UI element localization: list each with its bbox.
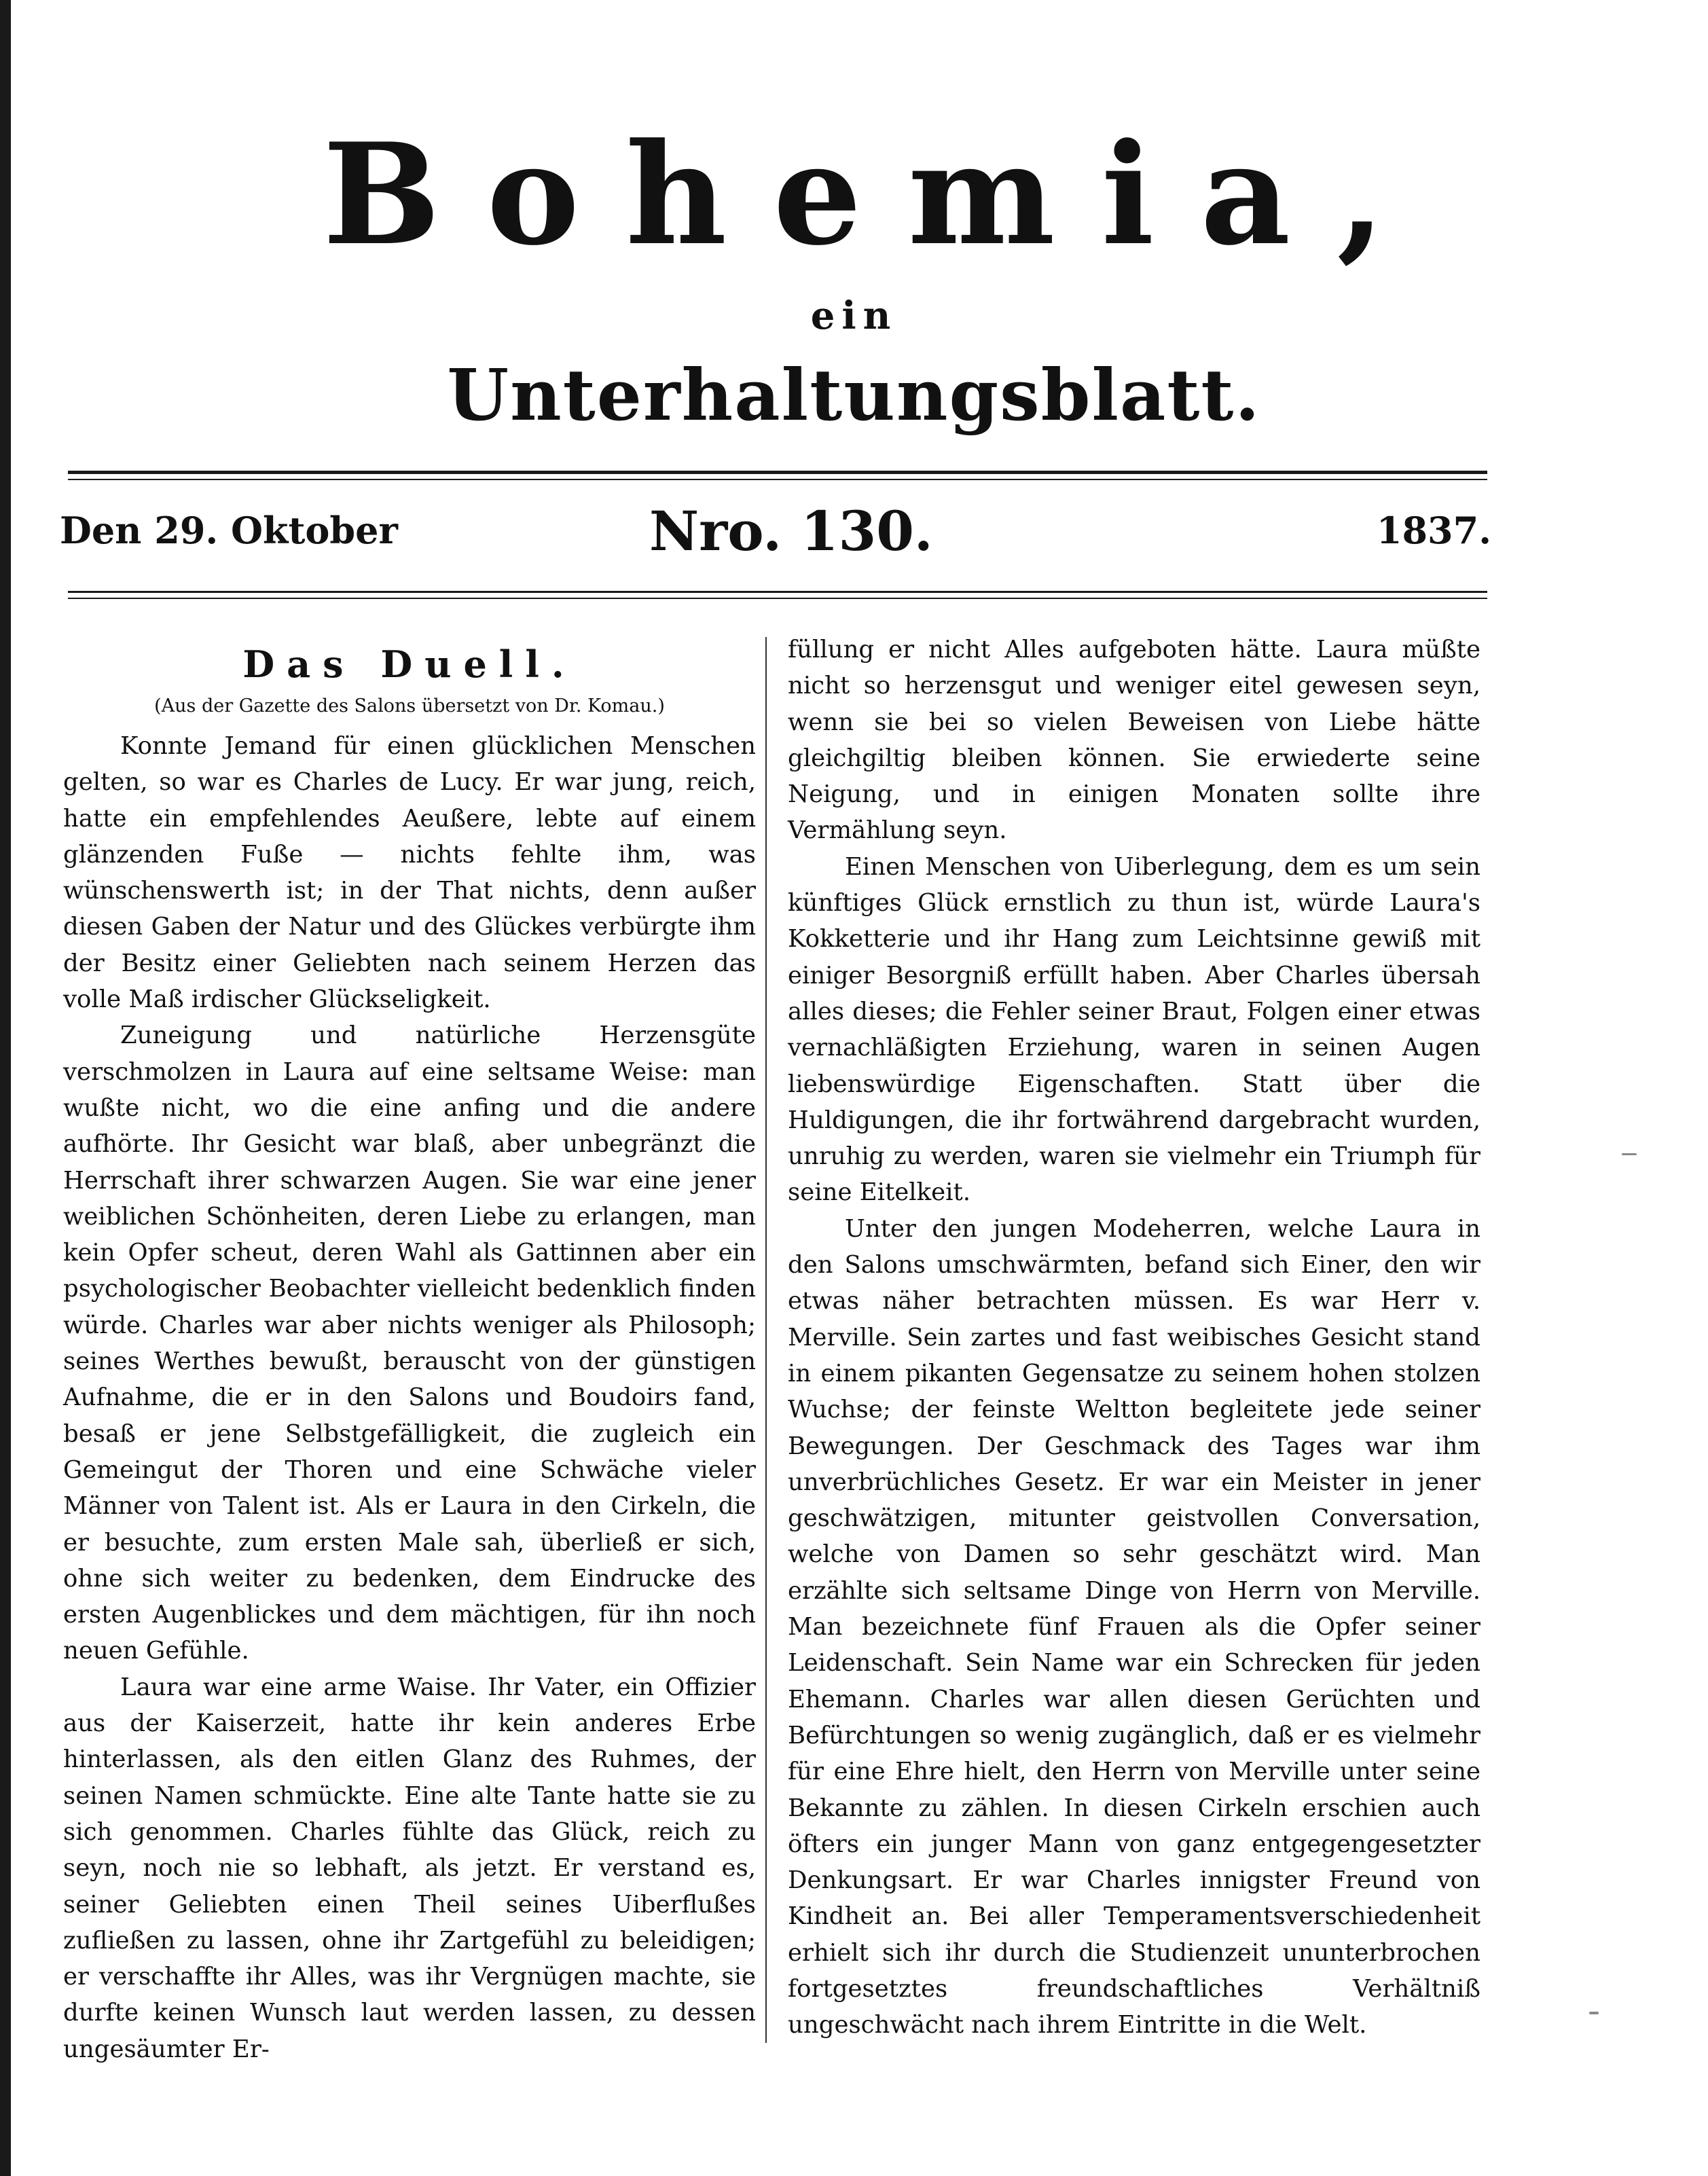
paragraph: Laura war eine arme Waise. Ihr Vater, ein Offizier aus der Kaiserzeit, hatte ihr kein anderes Erbe hinterlassen, als den eitlen Glanz des Ruhmes, der seinen Namen schmückte. Eine alte Tante hatte sie zu sich genommen. Charles fühlte das Glück, reich zu seyn, noch nie so lebhaft, als jetzt. Er verstand es, seiner Geliebten einen Theil seines Uiberflußes zufließen zu lassen, ohne ihr Zartgefühl zu beleidigen; er verschaffte ihr Alles, was ihr Vergnügen machte, sie durfte keinen Wunsch laut werden lassen, zu dessen ungesäumter Er-: [63, 1673, 756, 2063]
masthead-rule-top: [68, 471, 1487, 474]
issue-line: [60, 499, 1491, 563]
article-source: (Aus der Gazette des Salons übersetzt von Dr. Komau.): [154, 695, 665, 717]
column-divider: [765, 637, 767, 2043]
paragraph: füllung er nicht Alles aufgeboten hätte. Laura müßte nicht so herzensgut und weniger eitel gewesen seyn, wenn sie bei so vielen Beweisen von Liebe hätte gleichgiltig bleiben können. Sie erwiederte seine Neigung, und in einigen Monaten sollte ihre Vermählung seyn.: [788, 636, 1480, 845]
article-column-right: [788, 632, 1480, 2044]
issue-number: Nro. 130.: [649, 499, 933, 563]
issue-year: 1837.: [1376, 509, 1491, 552]
issue-rule-top: [68, 591, 1487, 593]
paragraph: Konnte Jemand für einen glücklichen Menschen gelten, so war es Charles de Lucy. Er war jung, reich, hatte ein empfehlendes Aeußere, lebte auf einem glänzenden Fuße — nichts fehlte ihm, was wünschenswerth ist; in der That nichts, denn außer diesen Gaben der Natur und des Glückes verbürgte ihm der Besitz einer Geliebten nach seinem Herzen das volle Maß irdischer Glückseligkeit.: [63, 732, 756, 1014]
print-smudge: [1589, 2012, 1599, 2014]
masthead-subtitle-ein: ein: [810, 293, 898, 338]
paragraph: Unter den jungen Modeherren, welche Laura in den Salons umschwärmten, befand sich Einer, den wir etwas näher betrachten müssen. Es war Herr v. Merville. Sein zartes und fast weibisches Gesicht stand in einem pikanten Gegensatze zu seinem hohen stolzen Wuchse; der feinste Weltton begleitete jede seiner Bewegungen. Der Geschmack des Tages war ihm unverbrüchliches Gesetz. Er war ein Meister in jener geschwätzigen, mitunter geistvollen Conversation, welche von Damen so sehr geschätzt wird. Man erzählte sich seltsame Dinge von Herrn von Merville. Man bezeichnete fünf Frauen als die Opfer seiner Leidenschaft. Sein Name war ein Schrecken für jeden Ehemann. Charles war allen diesen Gerüchten und Befürchtungen so wenig zugänglich, daß er es vielmehr für eine Ehre hielt, den Herrn von Merville unter seine Bekannte zu zählen. In diesen Cirkeln erschien auch öfters ein junger Mann von ganz entgegengesetzter Denkungsart. Er war Charles innigster Freund von Kindheit an. Bei aller Temperamentsverschiedenheit erhielt sich ihr durch die Studienzeit ununterbrochen fortgesetztes freundschaftliches Verhältniß ungeschwächt nach ihrem Eintritte in die Welt.: [788, 1214, 1480, 2039]
paragraph: Einen Menschen von Uiberlegung, dem es um sein künftiges Glück ernstlich zu thun ist, würde Laura's Kokketterie und ihr Hang zum Leichtsinne gewiß mit einiger Besorgniß erfüllt haben. Aber Charles übersah alles dieses; die Fehler seiner Braut, Folgen einer etwas vernachläßigten Erziehung, waren in seinen Augen liebenswürdige Eigenschaften. Statt über die Huldigungen, die ihr fortwährend dargebracht wurden, unruhig zu werden, waren sie vielmehr ein Triumph für seine Eitelkeit.: [788, 852, 1480, 1207]
masthead-title: Bohemia,: [323, 113, 1432, 276]
masthead-rule-thin: [68, 479, 1487, 480]
print-smudge: [1622, 1153, 1637, 1155]
masthead-subtitle: Unterhaltungsblatt.: [447, 353, 1261, 437]
paragraph: Zuneigung und natürliche Herzensgüte verschmolzen in Laura auf eine seltsame Weise: man wußte nicht, wo die eine anfing und die andere aufhörte. Ihr Gesicht war blaß, aber unbegränzt die Herrschaft ihrer schwarzen Augen. Sie war eine jener weiblichen Schönheiten, deren Liebe zu erlangen, man kein Opfer scheut, deren Wahl als Gattinnen aber ein psychologischer Beobachter vielleicht bedenklich finden würde. Charles war aber nichts weniger als Philosoph; seines Werthes bewußt, berauscht von der günstigen Aufnahme, die er in den Salons und Boudoirs fand, besaß er jene Selbstgefälligkeit, die zugleich ein Gemeingut der Thoren und eine Schwäche vieler Männer von Talent ist. Als er Laura in den Cirkeln, die er besuchte, zum ersten Male sah, überließ er sich, ohne sich weiter zu bedenken, dem Eindrucke des ersten Augenblickes und dem mächtigen, für ihn noch neuen Gefühle.: [63, 1021, 756, 1665]
issue-date: Den 29. Oktober: [60, 509, 398, 552]
issue-rule-bottom: [68, 598, 1487, 599]
article-column-left: [63, 632, 756, 2067]
article-title: Das Duell.: [242, 642, 577, 686]
